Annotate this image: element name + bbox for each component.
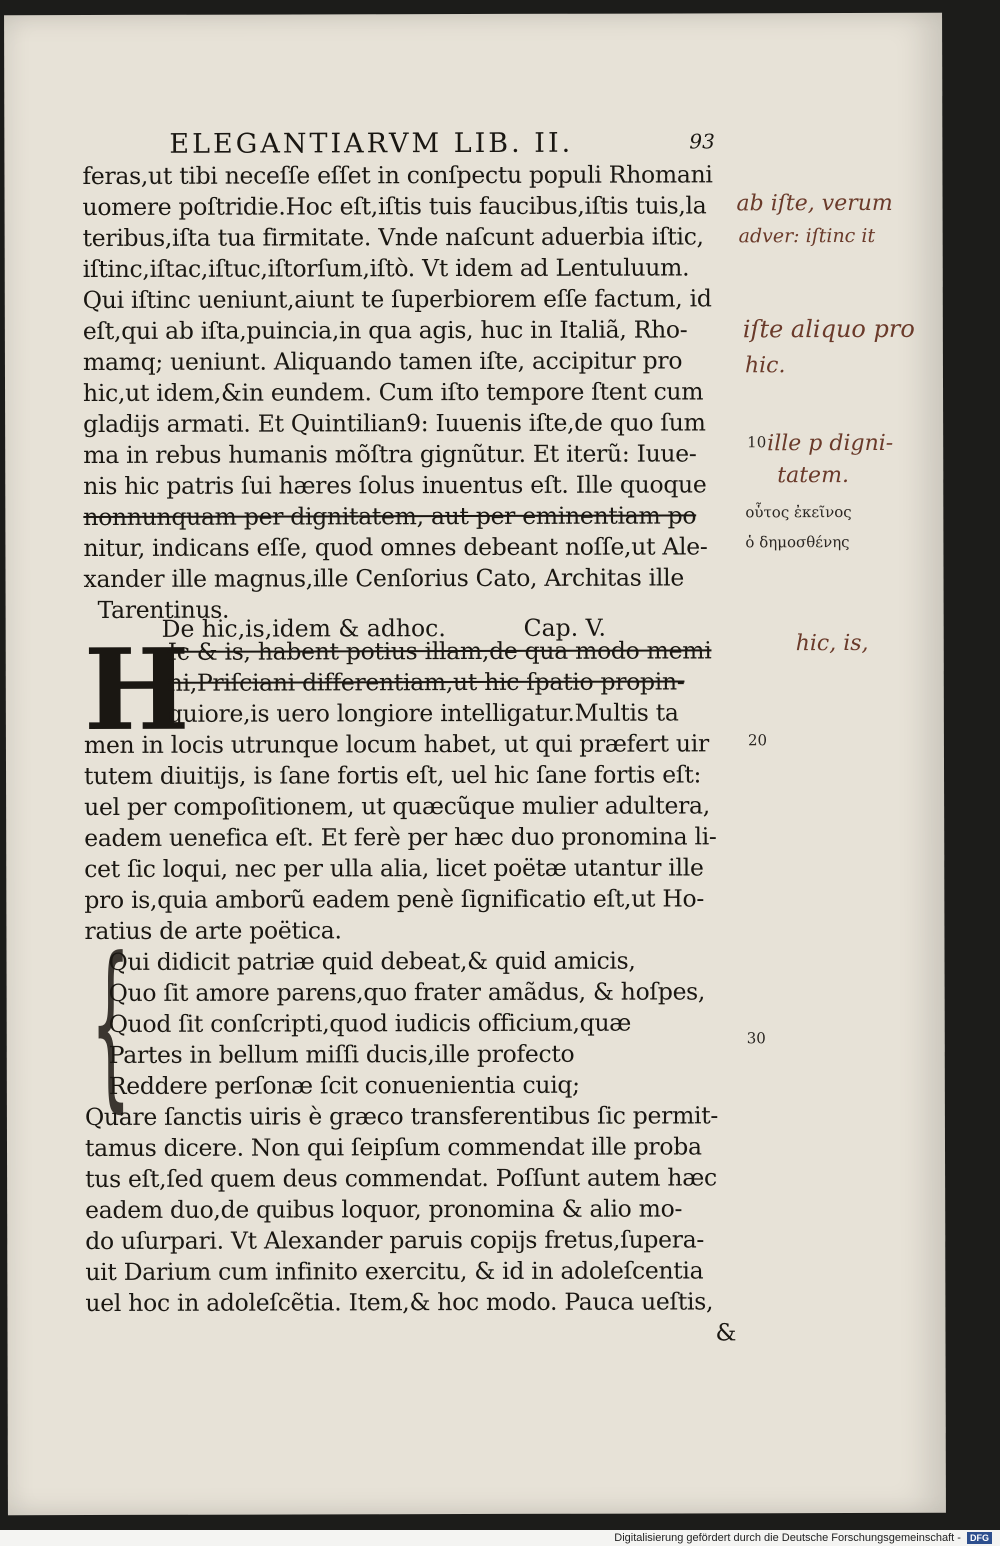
text-line: uel hoc in adoleſcẽtia. Item,& hoc modo. Pauca ueſtis, — [85, 1287, 714, 1318]
margin-note: iſte aliquo pro — [742, 314, 915, 344]
text-line: xander ille magnus,ille Cenſorius Cato, Architas ille — [83, 563, 684, 594]
drop-capital: H — [83, 624, 190, 757]
verse-line: Quo ſit amore parens,quo frater amãdus, & hoſpes, — [108, 977, 706, 1007]
text-line: Qui iſtinc ueniunt,aiunt te ſuperbiorem eſſe factum, id — [82, 284, 712, 315]
verse-line: Quod ſit conſcripti,quod iudicis officium,quæ — [108, 1008, 632, 1038]
text-line: iſtinc,iſtac,iſtuc,iſtorſum,iſtò. Vt idem ad Lentuluum. — [82, 253, 690, 284]
text-line: quiore,is uero longiore intelligatur.Multis ta — [167, 698, 679, 728]
text-line: tamus dicere. Non qui ſeipſum commendat ille proba — [84, 1132, 702, 1163]
text-line: cet ſic loqui, nec per ulla alia, licet poëtæ utantur ille — [84, 853, 704, 884]
text-line: hic,ut idem,&in eundem. Cum iſto tempore ſtent cum — [82, 377, 704, 408]
text-line: Ic & is, habent potius illam,de qua modo memi — [167, 636, 712, 666]
verse-line: Reddere perſonæ ſcit conuenientia cuiq; — [108, 1070, 580, 1100]
text-line: mamq; ueniunt. Aliquando tamen iſte, accipitur pro — [82, 346, 683, 377]
line-number: 10 — [747, 433, 767, 452]
text-line: pro is,quia amborũ eadem penè ſignificatio eſt,ut Ho- — [84, 884, 705, 915]
text-line: uel per compoſitionem, ut quæcũque mulier adultera, — [84, 791, 710, 822]
verse-line: Qui didicit patriæ quid debeat,& quid amicis, — [108, 946, 636, 976]
text-line: feras,ut tibi neceſſe eſſet in conſpectu populi Rhomani — [82, 160, 713, 191]
text-line: eſt,qui ab iſta,puincia,in qua agis, huc in Italiã, Rho- — [82, 315, 688, 346]
footer-credit — [614, 1532, 992, 1544]
running-head: ELEGANTIARVM LIB. II. — [169, 127, 574, 160]
book-page — [4, 13, 946, 1515]
margin-note: hic, is, — [795, 630, 869, 657]
text-line: ma in rebus humanis mõſtra gignũtur. Et iterũ: Iuue- — [83, 439, 697, 470]
text-line: tutem diuitijs, is ſane fortis eſt, uel hic ſane fortis eſt: — [83, 760, 702, 791]
margin-note: οὗτος ἐκεῖνος — [745, 503, 852, 522]
text-line: Quare ſanctis uiris è græco transferentibus ſic permit- — [84, 1101, 719, 1132]
text-line: men in locis utrunque locum habet, ut qui præfert uir — [83, 729, 709, 760]
line-number: 30 — [746, 1029, 766, 1048]
chapter-label: Cap. V. — [523, 613, 606, 642]
margin-note: tatem. — [777, 463, 849, 489]
verse-brace: { — [90, 919, 132, 1130]
text-line: nonnunquam per dignitatem, aut per eminentiam po — [83, 501, 697, 532]
text-line: eadem uenefica eſt. Et ferè per hæc duo pronomina li- — [84, 822, 717, 853]
margin-note: adver: iſtinc it — [738, 224, 876, 248]
text-line: ni,Priſciani differentiam,ut hic ſpatio propin- — [167, 667, 685, 697]
folio-number: 93 — [689, 129, 715, 154]
line-number: 20 — [747, 731, 768, 750]
text-line: teribus,iſta tua firmitate. Vnde naſcunt aduerbia iſtic, — [82, 222, 704, 253]
text-line: gladijs armati. Et Quintilian9: Iuuenis iſte,de quo ſum — [83, 408, 706, 439]
text-line: eadem duo,de quibus loquor, pronomina & alio mo- — [85, 1194, 683, 1225]
text-line: do uſurpari. Vt Alexander paruis copijs fretus,ſupera- — [85, 1225, 705, 1256]
footer-text: Digitalisierung gefördert durch die Deutsche Forschungsgemeinschaft - — [614, 1532, 961, 1544]
text-line: uomere poſtridie.Hoc eſt,iſtis tuis faucibus,iſtis tuis,la — [82, 191, 707, 222]
text-line: nitur, indicans eſſe, quod omnes debeant noſſe,ut Ale- — [83, 532, 708, 563]
text-line: uit Darium cum infinito exercitu, & id in adoleſcentia — [85, 1256, 704, 1287]
text-line: tus eſt,ſed quem deus commendat. Poſſunt autem hæc — [85, 1163, 717, 1194]
margin-note: ab iſte, verum — [736, 190, 893, 217]
verse-line: Partes in bellum miſſi ducis,ille profecto — [108, 1039, 575, 1069]
margin-note: hic. — [744, 353, 786, 379]
margin-note: ὁ δημοσθένης — [745, 533, 850, 552]
text-line: Tarentinus. — [97, 595, 230, 624]
text-line: nis hic patris ſui hæres ſolus inuentus eſt. Ille quoque — [83, 470, 707, 501]
dfg-logo: DFG — [967, 1532, 992, 1544]
section-heading: De hic,is,idem & adhoc. — [161, 614, 446, 643]
catchword: & — [715, 1318, 737, 1347]
text-line: ratius de arte poëtica. — [84, 916, 342, 946]
margin-note: ille p digni- — [767, 430, 894, 457]
